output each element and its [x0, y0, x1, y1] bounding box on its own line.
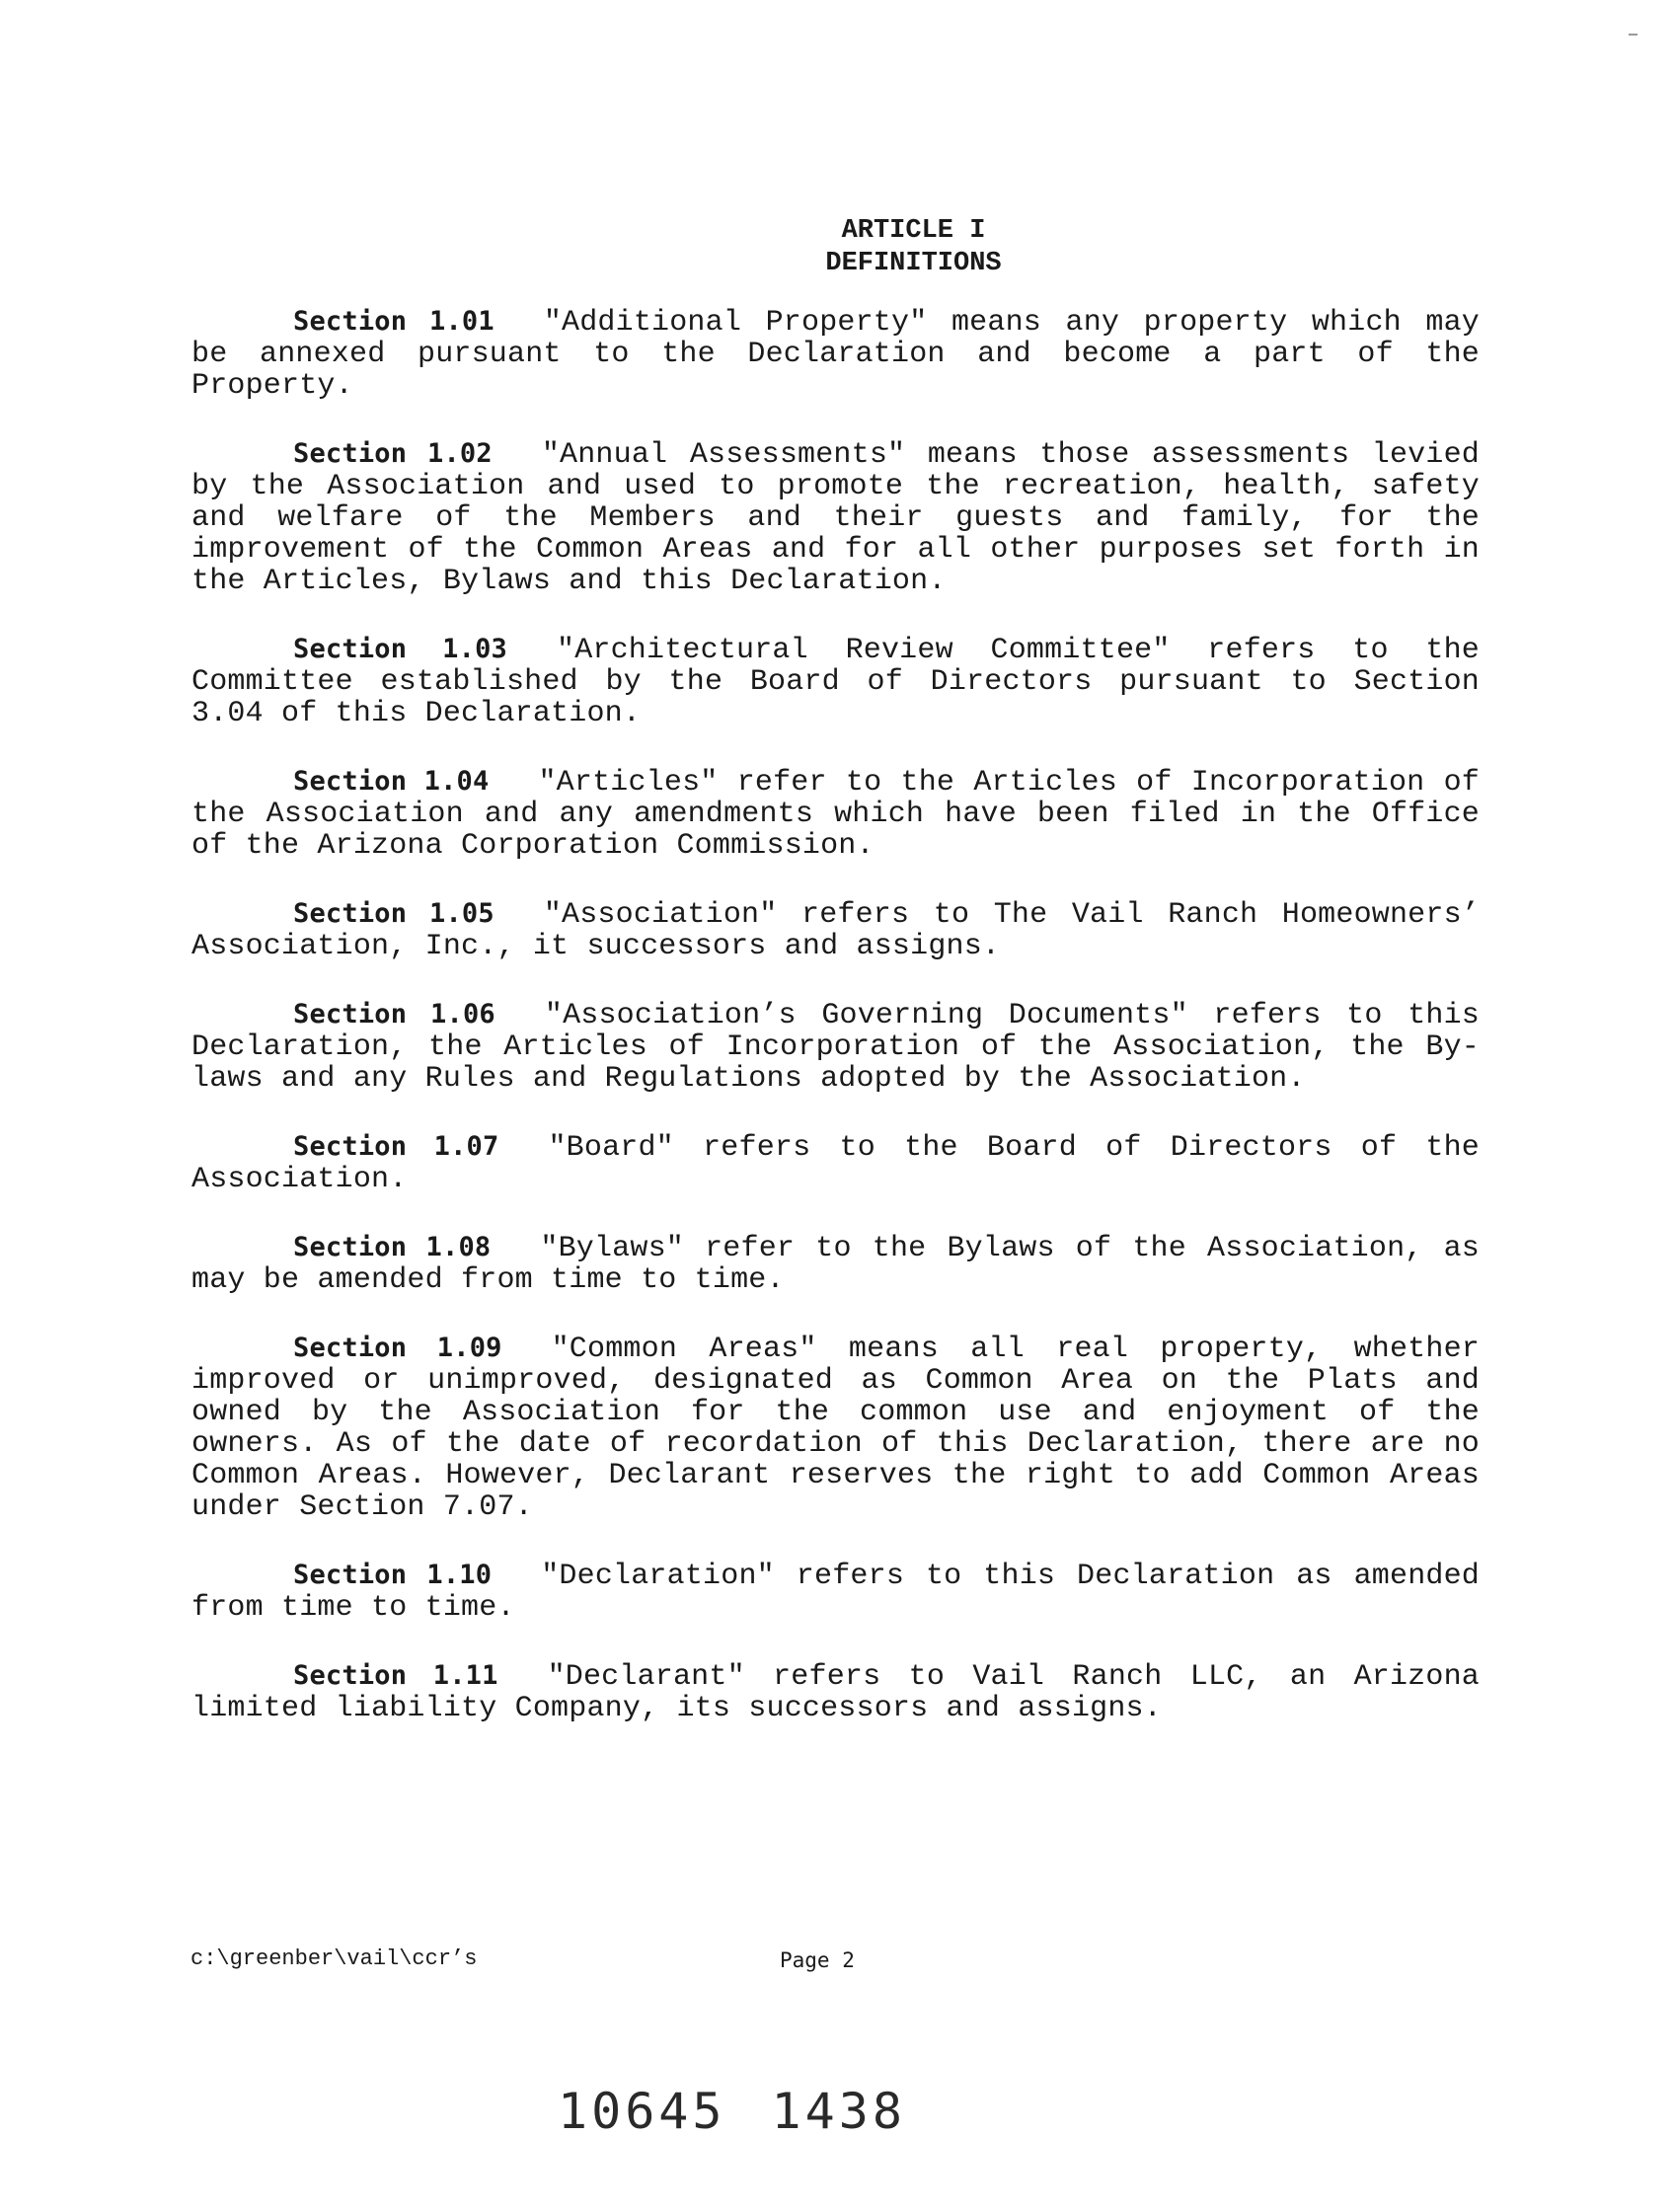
definitions-body — [191, 306, 1480, 1761]
section-text: "Declarant" refers to Vail Ranch LLC, an Arizona limited liability Company, its successors and assigns. — [191, 1660, 1480, 1725]
section-text: "Common Areas" means all real property, whether improved or unimproved, designated as Common Area on the Plats and owned by the Association for the common use and enjoyment of the owners. As of the date of recordation of this Declaration, there are no Common Areas. However, Declarant reserves the right to add Common Areas under Section 7.07. — [191, 1333, 1480, 1524]
section-paragraph — [191, 634, 1480, 729]
article-number: ARTICLE I — [841, 216, 986, 246]
section-label: Section 1.03 — [293, 634, 507, 664]
section-label: Section 1.09 — [293, 1333, 502, 1363]
section-paragraph — [191, 999, 1480, 1095]
recording-page: 1438 — [771, 2083, 906, 2140]
section-label: Section 1.10 — [293, 1560, 493, 1590]
footer-page-number: Page 2 — [780, 1948, 855, 1972]
section-paragraph — [191, 438, 1480, 597]
section-label: Section 1.11 — [293, 1660, 498, 1691]
section-paragraph — [191, 1560, 1480, 1624]
section-paragraph — [191, 1333, 1480, 1523]
section-paragraph — [191, 1232, 1480, 1296]
section-text: "Architectural Review Committee" refers to the Committee established by the Board of Directors pursuant to Section 3.04 of this Declaration. — [191, 634, 1480, 730]
section-label: Section 1.01 — [293, 306, 495, 337]
section-label: Section 1.06 — [293, 999, 495, 1030]
recording-book: 10645 — [558, 2083, 726, 2140]
footer-file-path: c:\greenber\vail\ccr’s — [190, 1946, 478, 1971]
recording-stamp — [558, 2083, 906, 2140]
section-text: "Articles" refer to the Articles of Incorporation of the Association and any amendments which have been filed in the Office of the Arizona Corporation Commission. — [191, 766, 1480, 863]
section-text: "Association’s Governing Documents" refers to this Declaration, the Articles of Incorporation of the Association, the By-laws and any Rules and Regulations adopted by the Association. — [191, 999, 1481, 1096]
section-text: "Association" refers to The Vail Ranch Homeowners’ Association, Inc., it successors and assigns. — [191, 898, 1480, 963]
section-text: "Board" refers to the Board of Directors of the Association. — [191, 1131, 1480, 1196]
section-text: "Additional Property" means any property which may be annexed pursuant to the Declaration and become a part of the Property. — [191, 306, 1480, 403]
section-paragraph — [191, 1131, 1480, 1195]
section-paragraph — [191, 306, 1480, 402]
section-text: "Bylaws" refer to the Bylaws of the Association, as may be amended from time to time. — [191, 1232, 1480, 1297]
section-label: Section 1.02 — [293, 438, 493, 469]
section-paragraph — [191, 766, 1480, 862]
article-heading — [0, 215, 1674, 280]
section-label: Section 1.05 — [293, 898, 495, 929]
section-text: "Declaration" refers to this Declaration as amended from time to time. — [191, 1560, 1481, 1625]
section-label: Section 1.07 — [293, 1131, 499, 1162]
scan-mark — [1629, 34, 1637, 36]
section-paragraph — [191, 898, 1480, 962]
section-label: Section 1.08 — [293, 1232, 492, 1262]
article-title: DEFINITIONS — [825, 249, 1002, 278]
section-paragraph — [191, 1660, 1480, 1724]
section-text: "Annual Assessments" means those assessments levied by the Association and used to promote the recreation, health, safety and welfare of the Members and their guests and family, for the improvement of the Common Areas and for all other purposes set forth in the Articles, Bylaws and this Declaration. — [191, 438, 1480, 598]
section-label: Section 1.04 — [293, 766, 490, 797]
